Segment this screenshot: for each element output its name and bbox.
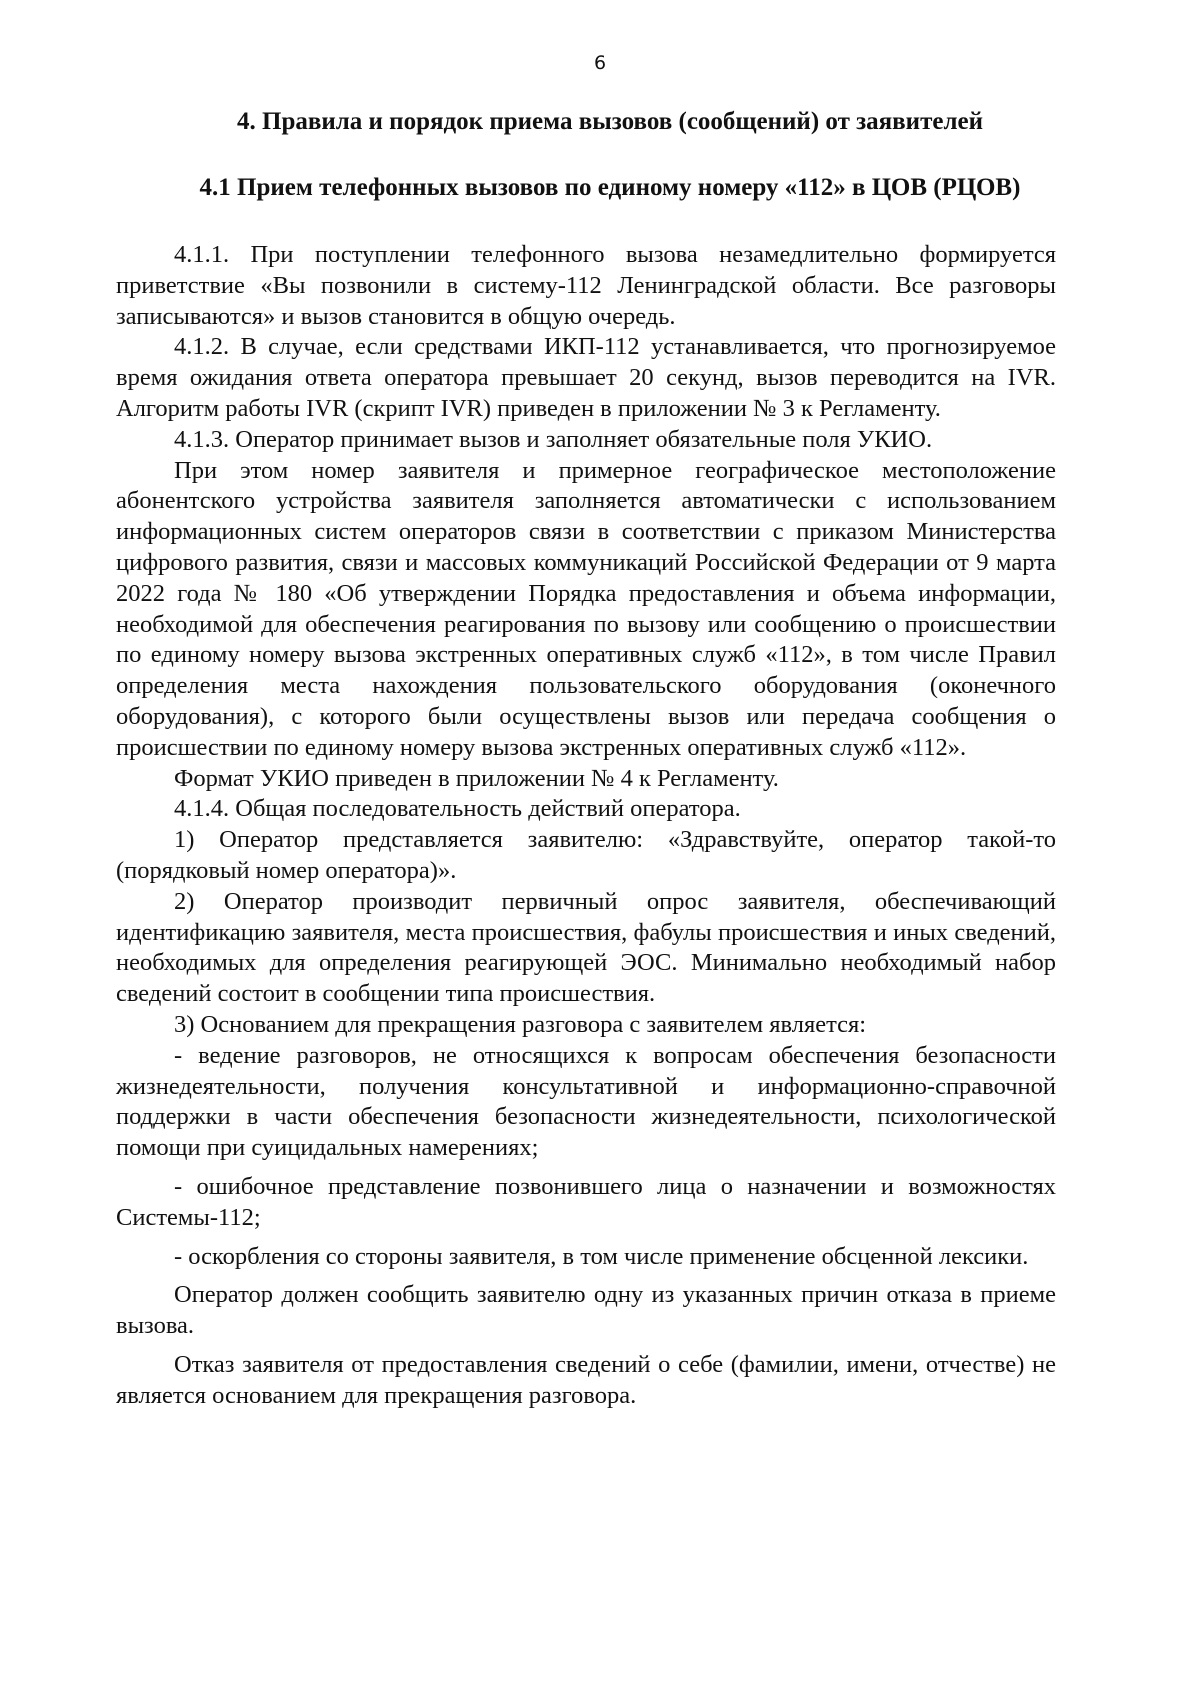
bullet-item-3: - оскорбления со стороны заявителя, в том числе применение обсценной лексики. [174,1242,1029,1270]
section-title: 4. Правила и порядок приема вызовов (сообщений) от заявителей [237,108,983,135]
paragraph-4-1-2: 4.1.2. В случае, если средствами ИКП-112 устанавливается, что прогнозируемое время ожидания ответа оператора превышает 20 секунд, вызов переводится на IVR. Алгоритм работы IVR (скрипт IVR) приведен в приложении № 3 к Регламенту. [116,333,1056,422]
subsection-title: 4.1 Прием телефонных вызовов по единому номеру «112» в ЦОВ (РЦОВ) [199,174,1021,201]
paragraph-anonymous-caller: Отказ заявителя от предоставления сведений о себе (фамилии, имени, отчестве) не является основанием для прекращения разговора. [116,1350,1056,1409]
paragraph-4-1-3: 4.1.3. Оператор принимает вызов и заполняет обязательные поля УКИО. [174,425,933,453]
paragraph-4-1-1: 4.1.1. При поступлении телефонного вызова незамедлительно формируется приветствие «Вы позвонили в систему-112 Ленинградской области. Все разговоры записываются» и вызов становится в общую очередь. [116,241,1056,330]
paragraph-ukio-format: Формат УКИО приведен в приложении № 4 к Регламенту. [174,764,779,792]
bullet-item-1: - ведение разговоров, не относящихся к вопросам обеспечения безопасности жизнедеятельности, получения консультативной и информационно-справочной поддержки в части обеспечения безопасности жизнедеятельности, психологической помощи при суицидальных намерениях; [116,1041,1056,1162]
document-body [116,240,1056,1411]
paragraph-auto-location: При этом номер заявителя и примерное географическое местоположение абонентского устройства заявителя заполняется автоматически с использованием информационных систем операторов связи в соответствии с приказом Министерства цифрового развития, связи и массовых коммуникаций Российской Федерации от 9 марта 2022 года № 180 «Об утверждении Порядка предоставления и объема информации, необходимой для обеспечения реагирования по вызову или сообщению о происшествии по единому номеру вызова экстренных оперативных служб «112», в том числе Правил определения места нахождения пользовательского оборудования (оконечного оборудования), с которого были осуществлены вызов или передача сообщения о происшествии по единому номеру вызова экстренных оперативных служб «112». [116,456,1056,761]
list-item-3: 3) Основанием для прекращения разговора с заявителем является: [174,1010,867,1038]
paragraph-refusal-reason: Оператор должен сообщить заявителю одну из указанных причин отказа в приеме вызова. [116,1281,1056,1340]
page-number: 6 [593,52,607,74]
bullet-item-2: - ошибочное представление позвонившего лица о назначении и возможностях Системы-112; [116,1172,1056,1231]
paragraph-4-1-4: 4.1.4. Общая последовательность действий оператора. [174,795,741,823]
list-item-1: 1) Оператор представляется заявителю: «Здравствуйте, оператор такой-то (порядковый номер оператора)». [116,826,1056,884]
list-item-2: 2) Оператор производит первичный опрос заявителя, обеспечивающий идентификацию заявителя, места происшествия, фабулы происшествия и иных сведений, необходимых для определения реагирующей ЭОС. Минимально необходимый набор сведений состоит в сообщении типа происшествия. [116,887,1056,1008]
